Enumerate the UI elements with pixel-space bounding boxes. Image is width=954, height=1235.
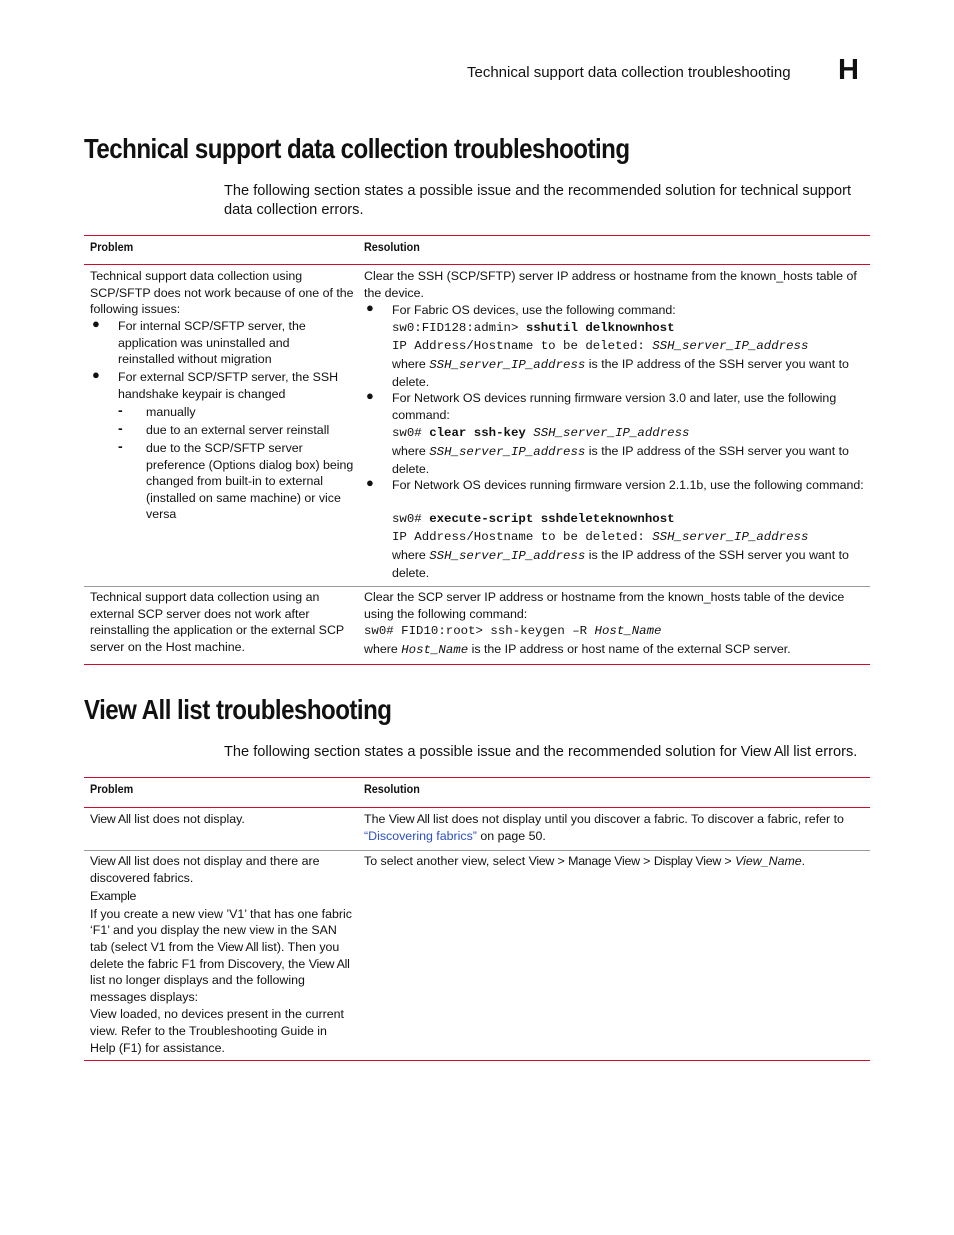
intro-text: list errors. <box>789 744 858 760</box>
code-command: sshutil delknownhost <box>525 321 675 335</box>
where-tail: is the IP address or host name of the external SCP server. <box>468 642 791 656</box>
row-divider <box>84 586 870 587</box>
column-header-resolution: Resolution <box>364 240 420 254</box>
ui-term: View All <box>217 939 259 954</box>
text: list does not display until you discover a fabric. To discover a fabric, refer to <box>429 812 844 826</box>
where-label: where <box>392 357 430 371</box>
code-line <box>392 425 689 442</box>
table-bottom-rule <box>84 664 870 665</box>
list-item: For external SCP/SFTP server, the SSH handshake keypair is changed <box>118 370 339 401</box>
list-item: For Fabric OS devices, use the following command: <box>392 303 676 317</box>
code-text: IP Address/Hostname to be deleted: <box>392 530 653 544</box>
column-header-problem: Problem <box>90 240 134 254</box>
code-line <box>392 320 675 337</box>
where-text <box>392 356 864 390</box>
code-line <box>364 623 661 640</box>
ui-term: View All <box>740 744 790 760</box>
ui-term: View All <box>90 854 131 868</box>
problem-tail: list does not display. <box>130 812 245 826</box>
table-top-rule <box>84 235 870 236</box>
problem-text: Technical support data collection using an external SCP server does not work after reinstalling the application or the external SCP server on the Host machine. <box>90 590 344 654</box>
code-prompt: sw0# <box>392 512 430 526</box>
where-text <box>392 443 864 477</box>
table-header-rule <box>84 807 870 808</box>
separator: > <box>720 854 736 868</box>
ui-term: View All <box>388 812 430 826</box>
dash-icon: - <box>118 420 123 436</box>
problem-text: Technical support data collection using SCP/SFTP does not work because of one of the following issues: <box>90 269 354 317</box>
code-command: execute-script sshdeleteknownhost <box>429 512 675 526</box>
example-text <box>90 906 354 1006</box>
bullet-icon: ● <box>366 388 374 403</box>
problem-text <box>90 811 354 828</box>
list-item: For internal SCP/SFTP server, the application was uninstalled and reinstalled without migration <box>118 319 306 367</box>
code-variable: SSH_server_IP_address <box>652 530 809 544</box>
separator: > <box>554 854 569 868</box>
problem-cell <box>90 853 354 1056</box>
column-header-problem: Problem <box>90 782 134 796</box>
text: list no longer displays and the following messages displays: <box>90 973 305 1004</box>
code-prompt: sw0:FID128:admin> <box>392 321 526 335</box>
resolution-text <box>364 811 864 844</box>
section-intro <box>224 743 884 762</box>
text: . <box>801 854 806 868</box>
code-line <box>392 529 808 546</box>
separator: > <box>639 854 654 868</box>
column-header-resolution: Resolution <box>364 782 420 796</box>
list-item: manually <box>146 405 196 419</box>
message-text: View loaded, no devices present in the current view. Refer to the Troubleshooting Guide in Help (F1) for assistance. <box>90 1007 344 1055</box>
text: The <box>364 812 389 826</box>
discovering-fabrics-link[interactable]: “Discovering fabrics” <box>364 828 477 843</box>
example-heading: Example <box>90 889 137 904</box>
ui-term: View All <box>90 812 131 826</box>
code-text: sw0# FID10:root> ssh-keygen –R <box>364 624 595 638</box>
running-header: Technical support data collection troubleshooting <box>467 64 791 81</box>
problem-text <box>90 853 354 886</box>
where-label: where <box>364 642 402 656</box>
code-variable: SSH_server_IP_address <box>429 549 586 563</box>
resolution-text <box>364 853 864 870</box>
menu-display-view: Display View <box>653 854 721 868</box>
section-intro: The following section states a possible issue and the recommended solution for technical support data collection errors. <box>224 183 852 218</box>
menu-manage-view: Manage View <box>568 854 640 868</box>
code-variable: SSH_server_IP_address <box>652 339 809 353</box>
ui-term: V1 <box>150 939 166 954</box>
where-label: where <box>392 444 430 458</box>
resolution-text: Clear the SCP server IP address or hostname from the known_hosts table of the device using the following command: <box>364 590 845 621</box>
code-line <box>392 511 675 528</box>
list-item: due to the SCP/SFTP server preference (Options dialog box) being changed from built-in to external (installed on same machine) or vice versa <box>146 441 354 522</box>
section-title-tech-support: Technical support data collection troubleshooting <box>84 133 630 164</box>
problem-cell <box>90 268 354 318</box>
dash-icon: - <box>118 438 123 454</box>
bullet-icon: ● <box>92 316 100 331</box>
code-command: clear ssh-key <box>429 426 526 440</box>
text: To select another view, select <box>364 854 529 868</box>
text: from the <box>165 939 218 954</box>
row-divider <box>84 850 870 851</box>
where-text <box>364 641 864 659</box>
table-top-rule <box>84 777 870 778</box>
menu-view: View <box>528 854 555 868</box>
view-name-variable: View_Name <box>735 854 802 868</box>
problem-tail: list does not display and there are discovered fabrics. <box>90 854 320 885</box>
section-title-view-all: View All list troubleshooting <box>84 694 392 725</box>
bullet-icon: ● <box>92 367 100 382</box>
list-item: For Network OS devices running firmware version 2.1.1b, use the following command: <box>392 478 864 492</box>
text: on page 50. <box>476 828 546 843</box>
code-prompt: sw0# <box>392 426 430 440</box>
code-line <box>392 338 808 355</box>
bullet-icon: ● <box>366 300 374 315</box>
table-bottom-rule <box>84 1060 870 1061</box>
text: If you create a new view ’V1’ that has one fabric ‘F1’ and you display the new view in the SAN tab (select <box>90 906 352 954</box>
list-item: For Network OS devices running firmware version 3.0 and later, use the following command: <box>392 391 837 422</box>
list-item: due to an external server reinstall <box>146 423 330 437</box>
where-text <box>392 547 864 581</box>
bullet-icon: ● <box>366 475 374 490</box>
code-variable: Host_Name <box>401 643 469 657</box>
dash-icon: - <box>118 402 123 418</box>
text: list). Then you delete the fabric F1 from Discovery, the <box>90 939 340 971</box>
code-variable: SSH_server_IP_address <box>429 445 586 459</box>
where-label: where <box>392 548 430 562</box>
where-tail: is the IP address of the SSH server you want to delete. <box>392 444 849 476</box>
where-tail: is the IP address of the SSH server you want to delete. <box>392 548 849 580</box>
code-variable: SSH_server_IP_address <box>533 426 690 440</box>
appendix-letter: H <box>838 54 859 86</box>
table-header-rule <box>84 264 870 265</box>
resolution-text: Clear the SSH (SCP/SFTP) server IP address or hostname from the known_hosts table of the device. <box>364 269 857 300</box>
ui-term: View All <box>308 956 350 971</box>
code-text: IP Address/Hostname to be deleted: <box>392 339 653 353</box>
intro-text: The following section states a possible issue and the recommended solution for <box>224 744 741 760</box>
code-variable: SSH_server_IP_address <box>429 358 586 372</box>
code-variable: Host_Name <box>594 624 662 638</box>
where-tail: is the IP address of the SSH server you want to delete. <box>392 357 849 389</box>
